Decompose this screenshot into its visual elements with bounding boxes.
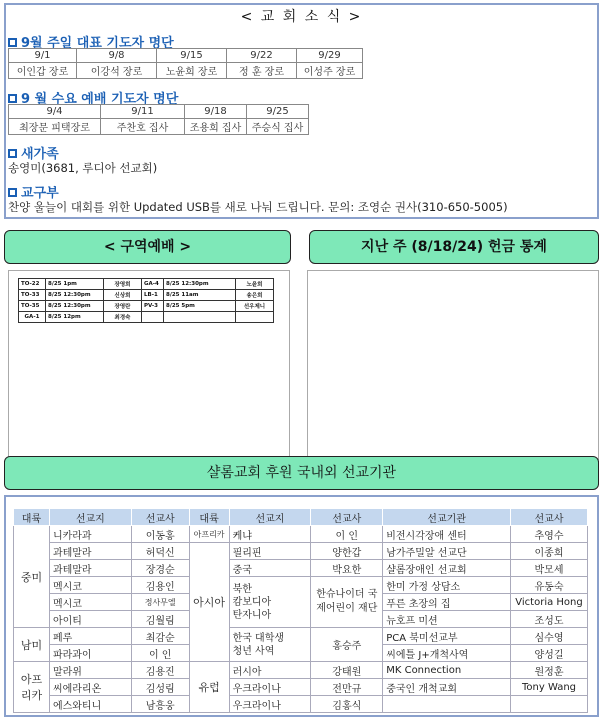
missions-banner: 샬롬교회 후원 국내외 선교기관 (4, 456, 599, 490)
sunday-prayer-table (8, 48, 363, 79)
mission-place: 과테말라 (49, 560, 131, 577)
missionary: 김용인 (131, 577, 189, 594)
table-cell: 8/25 1pm (46, 279, 104, 290)
education-heading: 교구부 (8, 182, 59, 201)
table-row (14, 696, 588, 713)
table-row (14, 628, 588, 645)
table-cell: 주찬호 집사 (101, 119, 185, 135)
missionary: 양한갑 (311, 543, 383, 560)
table-cell: 최경숙 (104, 312, 142, 323)
new-family-text: 송영미(3681, 루디아 선교회) (8, 161, 158, 175)
table-cell: 노윤희 장로 (157, 63, 227, 79)
missionary: 심수영 (511, 628, 588, 645)
column-header: 선교지 (229, 509, 311, 526)
offering-stats-banner: 지난 주 (8/18/24) 헌금 통계 (309, 230, 599, 264)
mission-place: 케냐 (229, 526, 311, 543)
table-row (19, 290, 274, 301)
column-header: 대륙 (14, 509, 50, 526)
table-cell: GA-1 (19, 312, 46, 323)
table-cell (236, 312, 274, 323)
region-europe: 유럽 (189, 662, 229, 713)
checkbox-bullet-icon (8, 38, 17, 47)
mission-place: 멕시코 (49, 594, 131, 611)
mission-place-group (229, 628, 311, 662)
education-text: 찬양 울늘이 대회를 위한 Updated USB를 새로 나눠 드립니다. 문의: 조영순 권사(310-650-5005) (8, 200, 508, 214)
table-cell: 8/25 11am (164, 290, 236, 301)
table-cell: 주승식 집사 (247, 119, 309, 135)
missionary: 허덕신 (131, 543, 189, 560)
table-row (9, 105, 309, 119)
region-africa: 아프리카 (189, 526, 229, 543)
missionary: 김월림 (131, 611, 189, 628)
table-cell: 이성주 장로 (297, 63, 363, 79)
missionary: 이 인 (131, 645, 189, 662)
table-cell: GA-4 (142, 279, 164, 290)
mission-place: 멕시코 (49, 577, 131, 594)
mission-place: 니카라과 (49, 526, 131, 543)
table-row (19, 301, 274, 312)
sunday-prayer-heading: 9월 주일 대표 기도자 명단 (8, 32, 174, 51)
table-row (9, 119, 309, 135)
missionary: 박요한 (311, 560, 383, 577)
mission-place: 우크라이나 (229, 696, 311, 713)
table-cell: 이인갑 장로 (9, 63, 77, 79)
missionary: 이 인 (311, 526, 383, 543)
table-cell (164, 312, 236, 323)
table-row (9, 63, 363, 79)
missionary: 장경순 (131, 560, 189, 577)
column-header: 선교기관 (383, 509, 511, 526)
mission-place: 씨에라리온 (49, 679, 131, 696)
table-cell: 8/25 5pm (164, 301, 236, 312)
table-row (19, 312, 274, 323)
mission-place: 우크라이나 (229, 679, 311, 696)
missionary: Tony Wang (511, 679, 588, 696)
table-cell: 9/25 (247, 105, 309, 119)
zone-worship-banner: < 구역예배 > (4, 230, 291, 264)
table-cell: 정 훈 장로 (227, 63, 297, 79)
column-header: 선교사 (131, 509, 189, 526)
table-cell: 9/8 (77, 49, 157, 63)
table-cell: 9/22 (227, 49, 297, 63)
table-cell: 최장문 피택장로 (9, 119, 101, 135)
mission-org: 푸른 초장의 집 (383, 594, 511, 611)
missionary: 조성도 (511, 611, 588, 628)
mission-place: 캄보디아 (232, 596, 272, 608)
missionary: 이동홍 (131, 526, 189, 543)
region-africa: 아프리카 (14, 662, 50, 713)
column-header: 대륙 (189, 509, 229, 526)
table-cell: 9/29 (297, 49, 363, 63)
table-cell: 8/25 12:30pm (46, 301, 104, 312)
mission-place-group (229, 577, 311, 628)
missionary: 김홍식 (311, 696, 383, 713)
wednesday-prayer-heading: 9 월 수요 예배 기도자 명단 (8, 88, 178, 107)
mission-org: 샬롬장애인 선교회 (383, 560, 511, 577)
missionary: 남흥웅 (131, 696, 189, 713)
missionary: 박모세 (511, 560, 588, 577)
mission-org: 씨에틀 J+개척사역 (383, 645, 511, 662)
table-cell: 노윤희 (236, 279, 274, 290)
checkbox-bullet-icon (8, 188, 17, 197)
mission-org: 비전시각장애 센터 (383, 526, 511, 543)
table-cell: 조용희 집사 (185, 119, 247, 135)
table-cell: 9/18 (185, 105, 247, 119)
table-cell: 이강석 장로 (77, 63, 157, 79)
missionary: 김성림 (131, 679, 189, 696)
table-row (19, 279, 274, 290)
table-cell: 9/1 (9, 49, 77, 63)
table-cell (142, 312, 164, 323)
mission-place: 말라위 (49, 662, 131, 679)
table-row (14, 526, 588, 543)
column-header: 선교지 (49, 509, 131, 526)
mission-org (383, 696, 511, 713)
mission-place: 아이티 (49, 611, 131, 628)
table-row (14, 679, 588, 696)
table-header-row (14, 509, 588, 526)
table-row (14, 543, 588, 560)
table-cell: TO-35 (19, 301, 46, 312)
missionary: 전만규 (311, 679, 383, 696)
table-row (9, 49, 363, 63)
mission-place: 한국 대학생 (232, 632, 285, 644)
mission-place: 에스와티니 (49, 696, 131, 713)
mission-place: 청년 사역 (232, 645, 275, 657)
table-cell: 장영란 (104, 301, 142, 312)
mission-place: 중국 (229, 560, 311, 577)
missionary: 양성길 (511, 645, 588, 662)
mission-place: 과테말라 (49, 543, 131, 560)
column-header: 선교사 (511, 509, 588, 526)
missionary: 원정훈 (511, 662, 588, 679)
missionary: Victoria Hong (511, 594, 588, 611)
checkbox-bullet-icon (8, 149, 17, 158)
missionary: 김용진 (131, 662, 189, 679)
mission-place: 러시아 (229, 662, 311, 679)
checkbox-bullet-icon (8, 94, 17, 103)
region-asia: 아시아 (189, 543, 229, 662)
table-cell: 9/11 (101, 105, 185, 119)
mission-org: MK Connection (383, 662, 511, 679)
table-cell: 8/25 12pm (46, 312, 104, 323)
missionary: 정사무엘 (131, 594, 189, 611)
table-row (14, 577, 588, 594)
table-cell: LB-1 (142, 290, 164, 301)
missionary: 강태원 (311, 662, 383, 679)
zone-worship-table (18, 278, 274, 323)
mission-place: 탄자니아 (232, 609, 272, 621)
mission-place: 페루 (49, 628, 131, 645)
mission-org: PCA 북미선교부 (383, 628, 511, 645)
table-row (14, 662, 588, 679)
missionary: 한슈나이더 국제어린이 재단 (311, 577, 383, 628)
table-cell: TO-33 (19, 290, 46, 301)
mission-org: 뉴호프 미션 (383, 611, 511, 628)
table-cell: 신상희 (104, 290, 142, 301)
table-cell: TO-22 (19, 279, 46, 290)
mission-place: 파라과이 (49, 645, 131, 662)
region-south-america: 남미 (14, 628, 50, 662)
wednesday-prayer-table (8, 104, 309, 135)
missionary: 유동숙 (511, 577, 588, 594)
mission-org: 남가주밀알 선교단 (383, 543, 511, 560)
missionary (511, 696, 588, 713)
mission-org: 한미 가정 상담소 (383, 577, 511, 594)
missionary: 최감순 (131, 628, 189, 645)
offering-stats-panel (307, 270, 599, 460)
table-cell: PV-3 (142, 301, 164, 312)
missions-table (13, 508, 588, 713)
table-row (14, 560, 588, 577)
missionary: 추영수 (511, 526, 588, 543)
new-family-heading: 새가족 (8, 143, 59, 162)
column-header: 선교사 (311, 509, 383, 526)
table-cell: 8/25 12:30pm (46, 290, 104, 301)
mission-place: 북한 (232, 583, 252, 595)
region-central-america: 중미 (14, 526, 50, 628)
table-cell: 9/15 (157, 49, 227, 63)
mission-place: 필리핀 (229, 543, 311, 560)
table-cell: 8/25 12:30pm (164, 279, 236, 290)
church-news-title: < 교 회 소 식 > (240, 9, 363, 25)
table-cell: 장영희 (104, 279, 142, 290)
mission-org: 중국인 개척교회 (383, 679, 511, 696)
table-cell: 송은희 (236, 290, 274, 301)
missionary: 홍승주 (311, 628, 383, 662)
table-cell: 선우제니 (236, 301, 274, 312)
table-cell: 9/4 (9, 105, 101, 119)
missionary: 이종희 (511, 543, 588, 560)
